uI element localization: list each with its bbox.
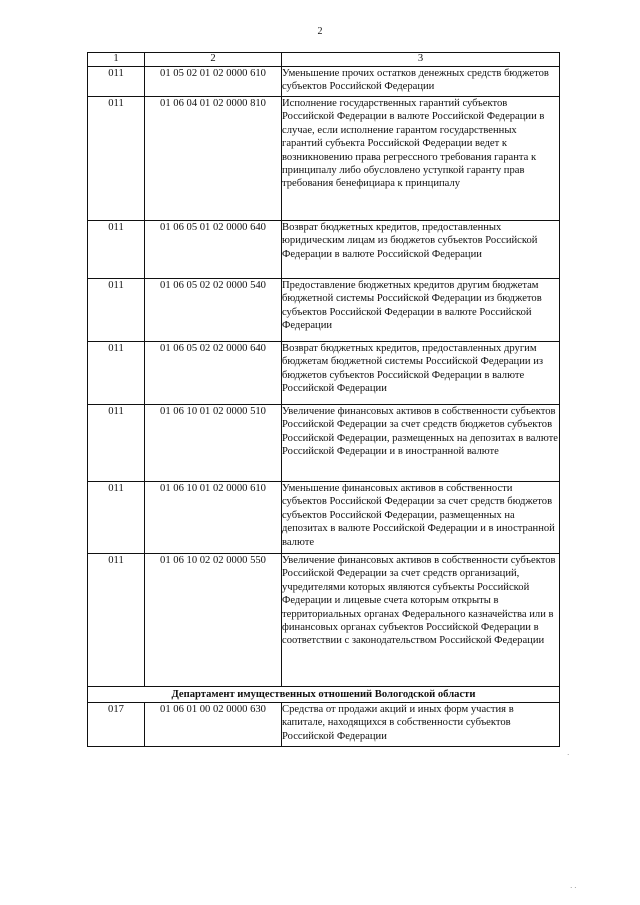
description-cell: Средства от продажи акций и иных форм участия в капитале, находящихся в собственности субъектов Российской Федерации xyxy=(282,703,560,747)
source-code-cell: 01 06 05 02 02 0000 640 xyxy=(145,342,282,405)
admin-code-cell: 011 xyxy=(88,405,145,482)
source-code-cell: 01 06 10 01 02 0000 610 xyxy=(145,482,282,554)
description-cell: Исполнение государственных гарантий субъектов Российской Федерации в валюте Российской Федерации в случае, если исполнение гарантом государственных гарантий субъекта Российской Федерации ведет к возникновению права регрессного требования гаранта к принципалу либо обусловлено уступкой гаранту прав требования бенефициара к принципалу xyxy=(282,97,560,221)
table-row xyxy=(88,703,560,747)
section-header-row xyxy=(88,687,560,703)
description-cell: Уменьшение финансовых активов в собственности субъектов Российской Федерации за счет средств бюджетов субъектов Российской Федерации, размещенных на депозитах в валюте Российской Федерации и в иностранной валюте xyxy=(282,482,560,554)
table-row xyxy=(88,405,560,482)
table-row xyxy=(88,67,560,97)
admin-code-cell: 011 xyxy=(88,554,145,687)
description-cell: Предоставление бюджетных кредитов другим бюджетам бюджетной системы Российской Федерации из бюджетов субъектов Российской Федерации в валюте Российской Федерации xyxy=(282,279,560,342)
scan-speck: · xyxy=(567,751,570,759)
table-row xyxy=(88,279,560,342)
source-code-cell: 01 06 05 02 02 0000 540 xyxy=(145,279,282,342)
admin-code-cell: 017 xyxy=(88,703,145,747)
description-cell: Возврат бюджетных кредитов, предоставленных юридическим лицам из бюджетов субъектов Российской Федерации в валюте Российской Федерации xyxy=(282,221,560,279)
source-code-cell: 01 06 04 01 02 0000 810 xyxy=(145,97,282,221)
table-row xyxy=(88,482,560,554)
description-cell: Возврат бюджетных кредитов, предоставленных другим бюджетам бюджетной системы Российской Федерации из бюджетов субъектов Российской Федерации в валюте Российской Федерации xyxy=(282,342,560,405)
admin-code-cell: 011 xyxy=(88,97,145,221)
admin-code-cell: 011 xyxy=(88,482,145,554)
source-code-cell: 01 06 10 01 02 0000 510 xyxy=(145,405,282,482)
admin-code-cell: 011 xyxy=(88,67,145,97)
page-number: 2 xyxy=(317,26,323,37)
admin-code-cell: 011 xyxy=(88,221,145,279)
source-code-cell: 01 06 05 01 02 0000 640 xyxy=(145,221,282,279)
section-title: Департамент имущественных отношений Вологодской области xyxy=(88,687,560,703)
column-header-description: 3 xyxy=(282,53,560,67)
source-code-cell: 01 05 02 01 02 0000 610 xyxy=(145,67,282,97)
admin-code-cell: 011 xyxy=(88,279,145,342)
column-header-admin: 1 xyxy=(88,53,145,67)
scan-speck: · · xyxy=(570,884,577,892)
source-code-cell: 01 06 10 02 02 0000 550 xyxy=(145,554,282,687)
admin-code-cell: 011 xyxy=(88,342,145,405)
description-cell: Увеличение финансовых активов в собственности субъектов Российской Федерации за счет средств бюджетов субъектов Российской Федерации, размещенных на депозитах в валюте Российской Федерации и в иностранной валюте xyxy=(282,405,560,482)
description-cell: Увеличение финансовых активов в собственности субъектов Российской Федерации за счет средств организаций, учредителями которых являются субъекты Российской Федерации и лицевые счета которым открыты в территориальных органах Федерального казначейства или в финансовых органах субъектов Российской Федерации в соответствии с законодательством Российской Федерации xyxy=(282,554,560,687)
source-code-cell: 01 06 01 00 02 0000 630 xyxy=(145,703,282,747)
table-row xyxy=(88,97,560,221)
budget-sources-table xyxy=(87,52,560,747)
description-cell: Уменьшение прочих остатков денежных средств бюджетов субъектов Российской Федерации xyxy=(282,67,560,97)
table-row xyxy=(88,554,560,687)
table-row xyxy=(88,221,560,279)
table-row xyxy=(88,342,560,405)
table-header-row xyxy=(88,53,560,67)
column-header-code: 2 xyxy=(145,53,282,67)
